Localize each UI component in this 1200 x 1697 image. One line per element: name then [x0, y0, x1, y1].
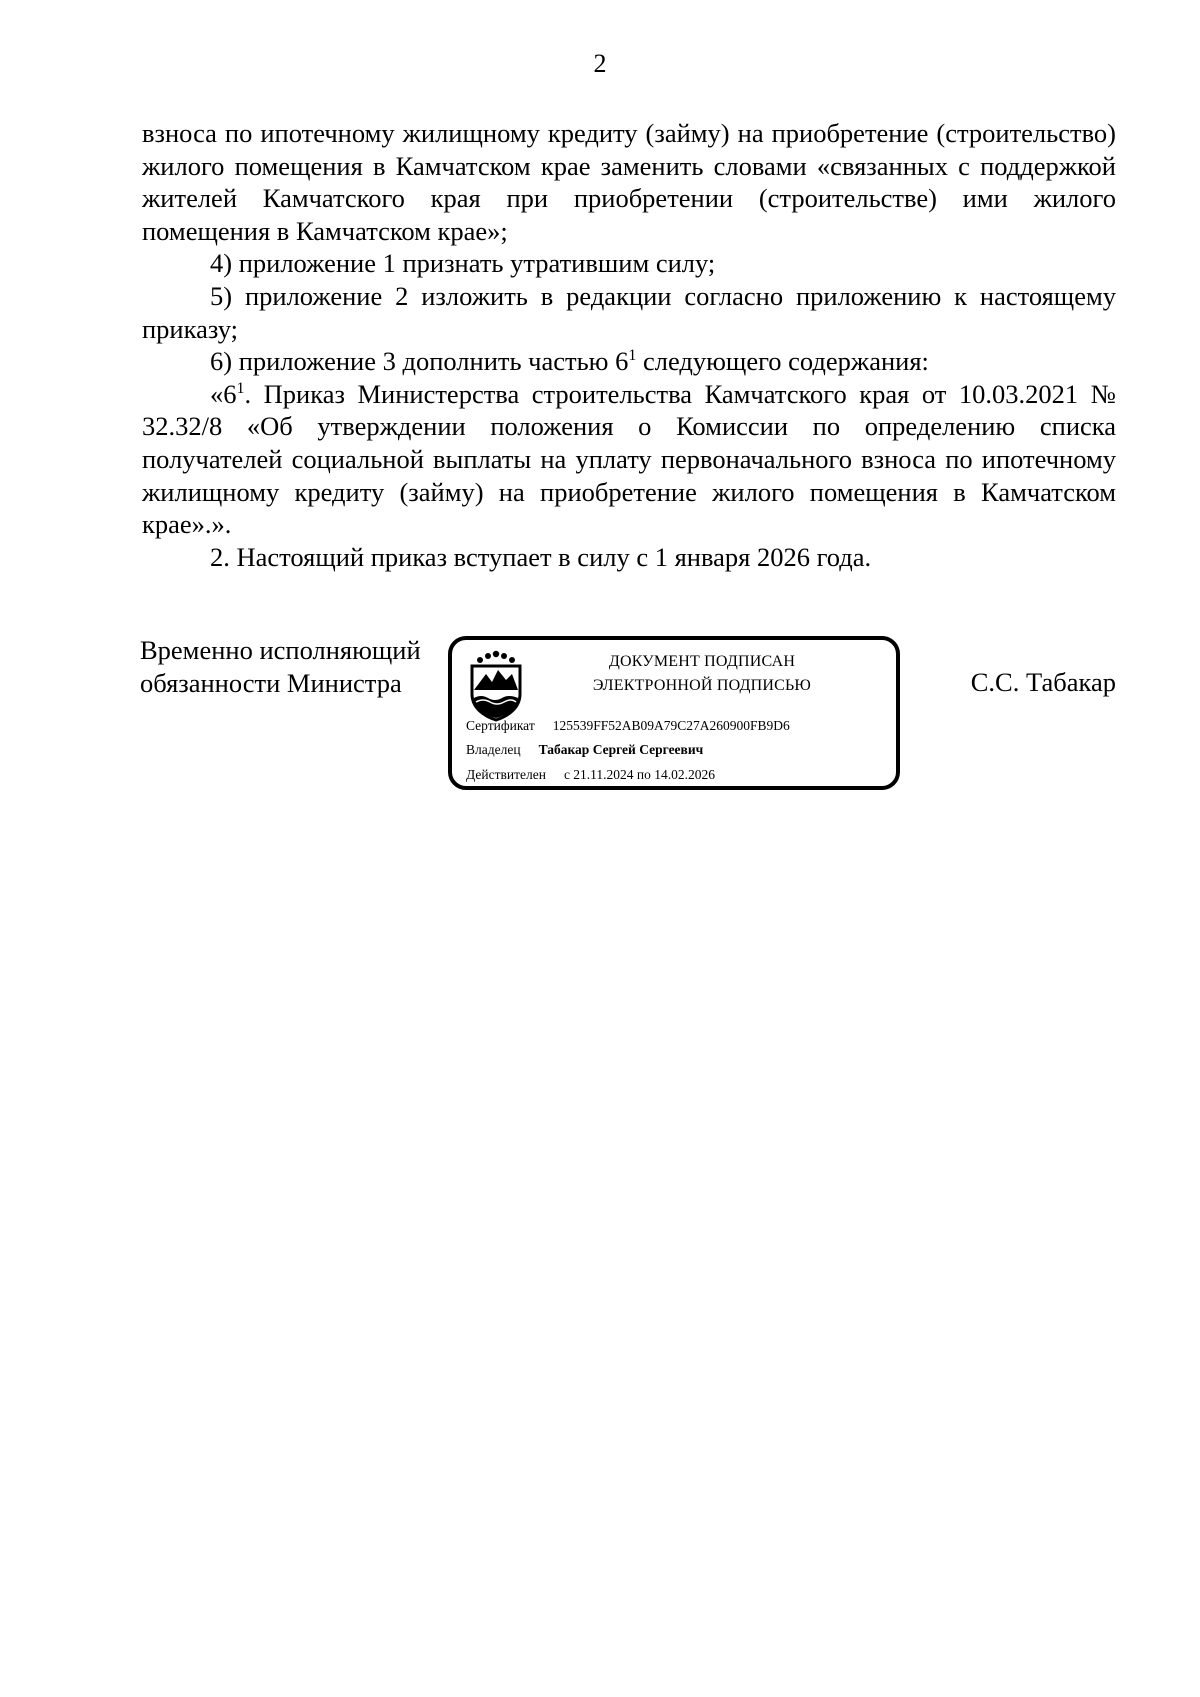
signatory-position — [140, 634, 421, 699]
owner-value: Табакар Сергей Сергеевич — [538, 742, 704, 757]
stamp-certificate-row — [466, 717, 790, 735]
quoted-part-text: . Приказ Министерства строительства Камчатского края от 10.03.2021 № 32.32/8 «Об утверждении положения о Комиссии по определению списка получателей социальной выплаты на уплату первоначального взноса по ипотечному жилищному кредиту (займу) на приобретение жилого помещения в Камчатском крае».». — [142, 378, 1116, 540]
stamp-header — [572, 650, 832, 698]
stamp-header-line-1: ДОКУМЕНТ ПОДПИСАН — [608, 653, 796, 670]
quoted-part-superscript: 1 — [236, 379, 245, 397]
signatory-position-line-2: обязанности Министра — [140, 667, 402, 698]
kamchatka-coat-of-arms-icon — [466, 650, 526, 722]
item-6-superscript: 1 — [628, 347, 637, 365]
certificate-label: Сертификат — [466, 718, 535, 733]
paragraph-item-6 — [142, 345, 1116, 378]
validity-label: Действителен — [466, 767, 546, 782]
quoted-part-start: «6 — [210, 378, 237, 409]
paragraph-effective-date: 2. Настоящий приказ вступает в силу с 1 января 2026 года. — [210, 541, 872, 572]
paragraph-quoted-part — [142, 378, 1116, 541]
validity-value: с 21.11.2024 по 14.02.2026 — [563, 767, 716, 782]
electronic-signature-stamp — [448, 636, 900, 790]
paragraph-item-4: 4) приложение 1 признать утратившим силу; — [210, 248, 716, 279]
certificate-value: 125539FF52AB09A79C27A260900FB9D6 — [552, 718, 790, 733]
owner-label: Владелец — [466, 742, 521, 757]
paragraph-continuation: взноса по ипотечному жилищному кредиту (займу) на приобретение (строительство) жилого помещения в Камчатском крае заменить словами «связанных с поддержкой жителей Камчатского края при приобретении (строительстве) ими жилого помещения в Камчатском крае»; — [142, 118, 1116, 246]
stamp-owner-row — [466, 741, 703, 759]
document-body — [142, 117, 1116, 573]
signatory-position-line-1: Временно исполняющий — [140, 635, 421, 665]
signatory-name: С.С. Табакар — [970, 667, 1116, 697]
paragraph-item-5: 5) приложение 2 изложить в редакции согласно приложению к настоящему приказу; — [142, 280, 1116, 344]
page-number: 2 — [593, 49, 607, 78]
item-6-text-end: следующего содержания: — [636, 346, 929, 377]
stamp-validity-row — [466, 766, 715, 784]
item-6-text-start: 6) приложение 3 дополнить частью 6 — [210, 346, 629, 377]
stamp-header-line-2: ЭЛЕКТРОННОЙ ПОДПИСЬЮ — [592, 677, 812, 694]
